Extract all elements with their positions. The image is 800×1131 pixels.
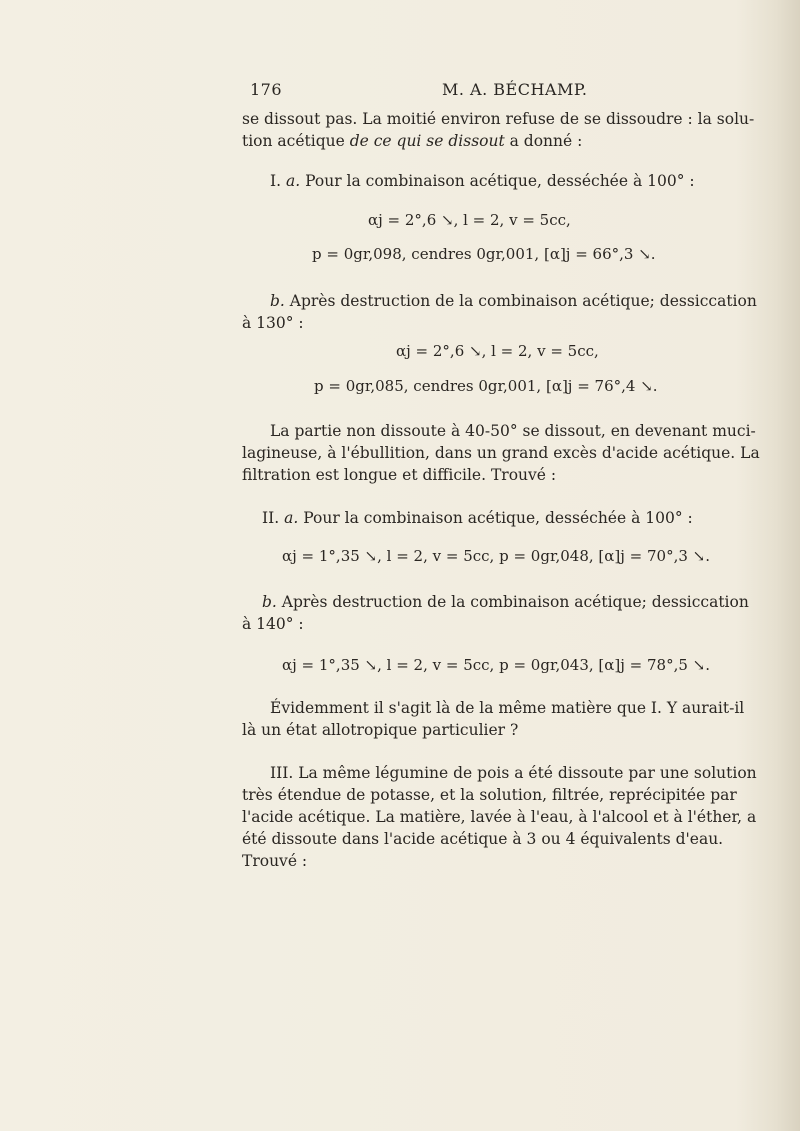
text-line: Trouvé : <box>242 852 308 870</box>
text-line: très étendue de potasse, et la solution, filtrée, reprécipitée par <box>242 786 737 804</box>
subsection-letter: a. <box>285 172 301 190</box>
text-span: tion acétique <box>242 132 350 150</box>
text-line <box>242 290 764 312</box>
text-line: se dissout pas. La moitié environ refuse de se dissoudre : la solu- <box>242 110 755 128</box>
text-line: filtration est longue et difficile. Trouvé : <box>242 466 557 484</box>
formula-1a-line2: p = 0gr,098, cendres 0gr,001, [α]j = 66°,3 ↘. <box>312 245 656 263</box>
section-text: Après destruction de la combinaison acétique; dessiccation <box>276 593 749 611</box>
text-line: là un état allotropique particulier ? <box>242 721 519 739</box>
section-heading-1b <box>242 290 764 334</box>
section-heading-2a <box>262 509 693 527</box>
page-header <box>242 80 762 104</box>
formula-2b-line1: αj = 1°,35 ↘, l = 2, v = 5cc, p = 0gr,043, [α]j = 78°,5 ↘. <box>282 656 710 674</box>
formula-1b-line1: αj = 2°,6 ↘, l = 2, v = 5cc, <box>396 342 599 360</box>
section-text: Pour la combinaison acétique, desséchée à 100° : <box>298 509 693 527</box>
text-line: l'acide acétique. La matière, lavée à l'eau, à l'alcool et à l'éther, a <box>242 808 757 826</box>
formula-2a-line1: αj = 1°,35 ↘, l = 2, v = 5cc, p = 0gr,048, [α]j = 70°,3 ↘. <box>282 547 710 565</box>
text-line <box>242 130 764 152</box>
text-line: lagineuse, à l'ébullition, dans un grand excès d'acide acétique. La <box>242 444 760 462</box>
section-heading-2b <box>242 591 764 635</box>
section-text: Pour la combinaison acétique, desséchée à 100° : <box>300 172 695 190</box>
text-line: à 140° : <box>242 615 304 633</box>
text-line: III. La même légumine de pois a été dissoute par une solution <box>270 764 757 782</box>
page-number: 176 <box>250 80 283 99</box>
section-text: Après destruction de la combinaison acétique; dessiccation <box>284 292 757 310</box>
section-number: II. <box>262 509 285 527</box>
running-head: M. A. BÉCHAMP. <box>442 80 588 99</box>
paragraph-intro <box>242 108 764 152</box>
formula-1b-line2: p = 0gr,085, cendres 0gr,001, [α]j = 76°,4 ↘. <box>314 377 658 395</box>
formula-1a-line1: αj = 2°,6 ↘, l = 2, v = 5cc, <box>368 211 571 229</box>
text-line: à 130° : <box>242 314 304 332</box>
paragraph-evidemment <box>242 697 764 741</box>
text-line: été dissoute dans l'acide acétique à 3 ou 4 équivalents d'eau. <box>242 830 724 848</box>
subsection-letter: b. <box>262 593 277 611</box>
subsection-letter: a. <box>284 509 299 527</box>
section-heading-1a <box>270 172 695 190</box>
paragraph-partie-non-dissoute <box>242 420 764 486</box>
text-line <box>242 591 764 613</box>
section-number: I. <box>270 172 286 190</box>
italic-phrase: de ce qui se dissout <box>349 132 505 150</box>
subsection-letter: b. <box>270 292 285 310</box>
paragraph-section-3 <box>242 762 764 872</box>
text-line: La partie non dissoute à 40-50° se dissout, en devenant muci- <box>270 422 756 440</box>
text-span: a donné : <box>504 132 583 150</box>
text-line: Évidemment il s'agit là de la même matière que I. Y aurait-il <box>270 699 745 717</box>
